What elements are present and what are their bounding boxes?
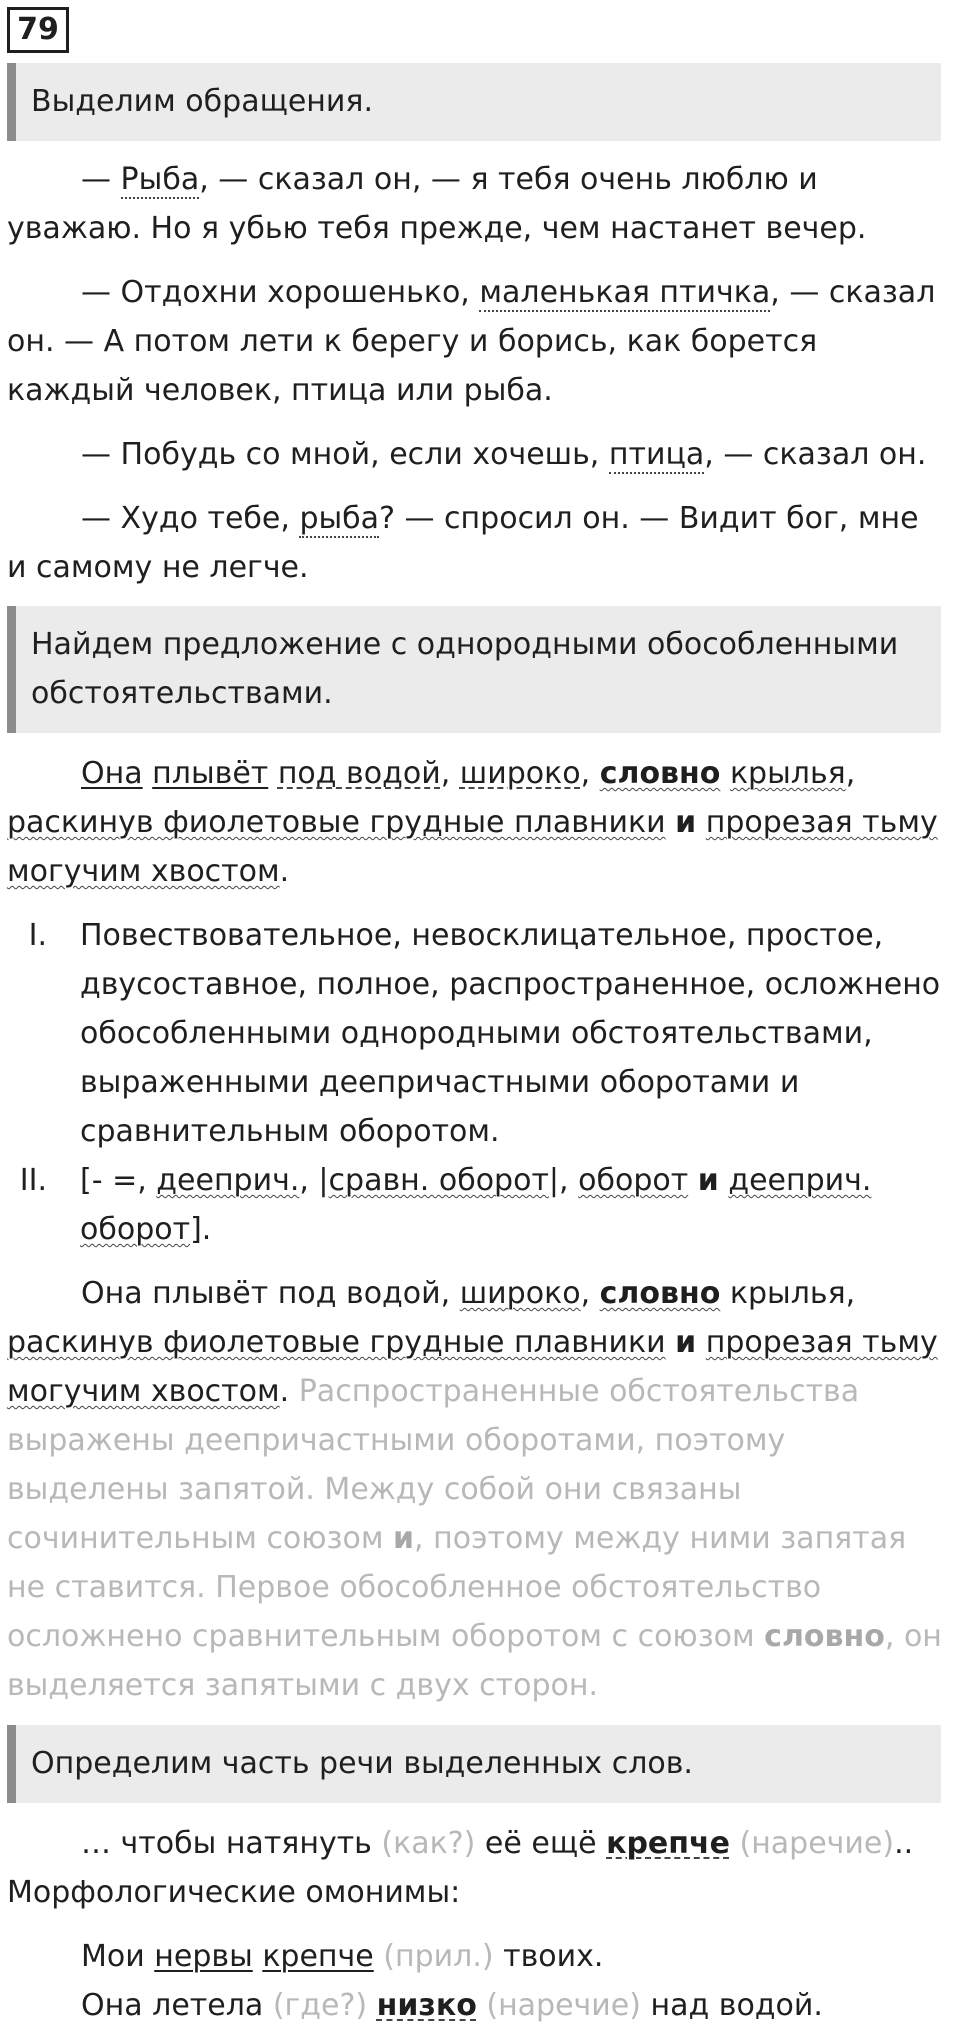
address-word: рыба — [299, 501, 380, 536]
list-marker: II. — [19, 1163, 47, 1198]
dialogue-line-4: — Худо тебе, рыба? — спросил он. — Видит бог, мне и самому не легче. — [7, 501, 919, 585]
explanation-text: Распространенные обстоятельства выражены деепричастными оборотами, поэтому выделены запятой. Между собой они связаны сочинительным союзом и, поэтому между ними запятая не ставится. Первое обособленное обстоятельство осложнено сравнительным оборотом с союзом словно, он выделяется запятыми с двух сторон. — [7, 1374, 942, 1703]
circumstance: широко — [459, 756, 581, 791]
list-marker: I. — [28, 918, 47, 953]
subject: нервы — [154, 1939, 253, 1974]
participle-phrase-2a: прорезая тьму — [705, 805, 938, 840]
subject: Она — [81, 756, 143, 791]
conjunction: словно — [599, 756, 721, 791]
analyzed-sentence: Она плывёт под водой, широко, словно крылья, раскинув фиолетовые грудные плавники и прорезая тьму могучим хвостом. — [7, 756, 938, 889]
circumstance: под водой — [277, 756, 441, 791]
list-item: II. [- =, дееприч., |сравн. оборот|, оборот и дееприч. оборот]. — [7, 1156, 947, 1254]
dialogue-block — [7, 155, 947, 592]
comparison-word: крылья — [729, 756, 846, 791]
address-word: птица — [608, 437, 705, 472]
predicate: плывёт — [152, 756, 269, 791]
analysis-list — [7, 911, 947, 1254]
parts-of-speech-block — [7, 1819, 947, 2030]
explained-sentence: Она плывёт под водой, широко, словно крылья, раскинув фиолетовые грудные плавники и прорезая тьму могучим хвостом. Распространенные обстоятельства выражены деепричастными оборотами, поэтому выделены запятой. Между собой они связаны сочинительным союзом и, поэтому между ними запятая не ставится. Первое обособленное обстоятельство осложнено сравнительным оборотом с союзом словно, он выделяется запятыми с двух сторон. — [7, 1276, 942, 1703]
analysis-block — [7, 749, 947, 1710]
participle-phrase-1: раскинув фиолетовые грудные плавники — [7, 805, 666, 840]
participle-phrase-2b: могучим хвостом — [7, 854, 280, 889]
section-heading-addresses — [7, 63, 941, 141]
conjunction-and: и — [675, 805, 697, 840]
pos-line-4: Она летела (где?) низко (наречие) над водой. — [81, 1988, 823, 2023]
predicate: крепче — [262, 1939, 374, 1974]
list-item: I. Повествовательное, невосклицательное, простое, двусоставное, полное, распространенное, осложнено обособленными однородными обстоятельствами, выраженными деепричастными оборотами и сравнительным оборотом. — [7, 911, 947, 1156]
section-heading-parts-of-speech — [7, 1725, 941, 1803]
address-word: Рыба — [120, 162, 200, 197]
pos-line-3: Мои нервы крепче (прил.) твоих. — [81, 1939, 604, 1974]
pos-line-1: … чтобы натянуть (как?) её ещё крепче (наречие).. — [81, 1826, 914, 1861]
dialogue-line-1: — Рыба, — сказал он, — я тебя очень люблю и уважаю. Но я убью тебя прежде, чем настанет вечер. — [7, 162, 867, 246]
dialogue-line-3: — Побудь со мной, если хочешь, птица, — сказал он. — [81, 437, 927, 472]
section-heading-homogeneous — [7, 606, 941, 733]
dialogue-line-2: — Отдохни хорошенько, маленькая птичка, — сказал он. — А потом лети к берегу и борись, как борется каждый человек, птица или рыба. — [7, 275, 936, 408]
section-heading-text: Выделим обращения. — [31, 84, 373, 119]
highlighted-word: крепче — [606, 1826, 730, 1861]
highlighted-word: низко — [376, 1988, 477, 2023]
section-heading-text: Определим часть речи выделенных слов. — [31, 1746, 693, 1781]
pos-line-2: Морфологические омонимы: — [7, 1875, 461, 1910]
task-number-badge: 79 — [7, 7, 69, 53]
address-word: маленькая птичка — [479, 275, 771, 310]
section-heading-text: Найдем предложение с однородными обособленными обстоятельствами. — [31, 627, 899, 711]
